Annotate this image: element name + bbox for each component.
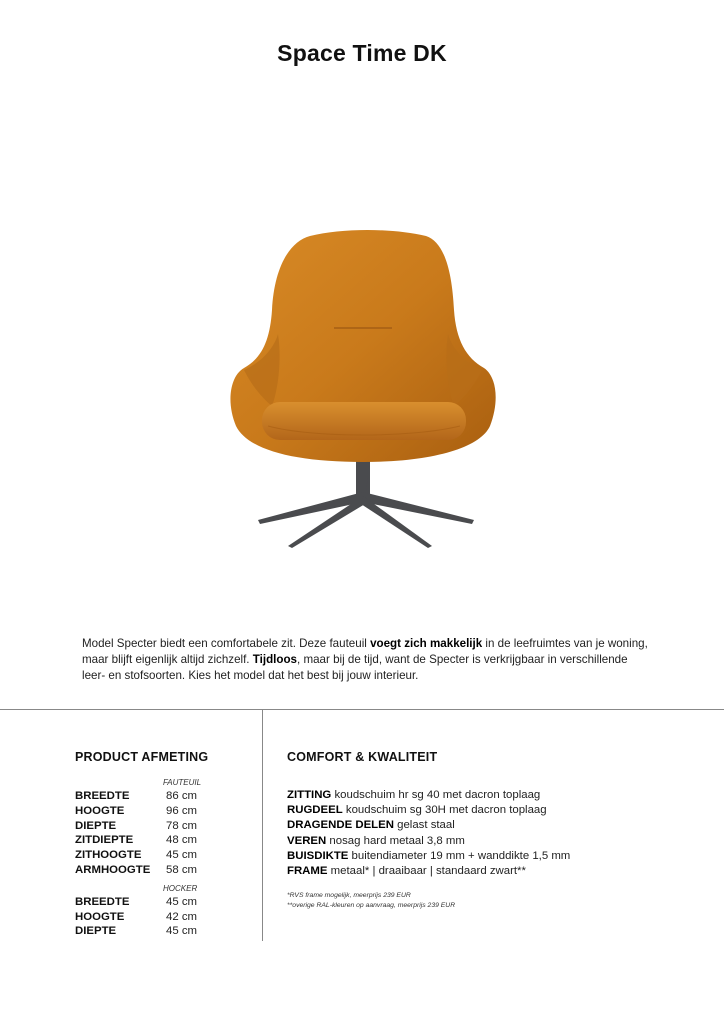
dimension-row: BREEDTE 86 cm (75, 790, 198, 802)
dimension-row: ZITDIEPTE 48 cm (75, 834, 198, 847)
comfort-item: RUGDEEL koudschuim sg 30H met dacron toplaag (287, 804, 547, 817)
hocker-label: HOCKER (163, 883, 198, 893)
fauteuil-label: FAUTEUIL (163, 778, 202, 787)
section-divider (0, 709, 724, 710)
footnotes (287, 891, 455, 911)
comfort-heading: COMFORT & KWALITEIT (287, 750, 438, 764)
dimension-row: DIEPTE 78 cm (75, 819, 198, 832)
dimension-row: DIEPTE 45 cm (75, 925, 198, 938)
comfort-item: ZITTING koudschuim hr sg 40 met dacron toplaag (287, 789, 541, 801)
chair-base (258, 458, 474, 548)
dimension-row: ZITHOOGTE 45 cm (75, 849, 198, 862)
chair-seat (262, 402, 466, 440)
comfort-list (287, 788, 707, 879)
comfort-item: VEREN nosag hard metaal 3,8 mm (287, 834, 465, 847)
dimensions-table (75, 776, 255, 939)
comfort-item: DRAGENDE DELEN gelast staal (287, 819, 455, 832)
dimensions-heading: PRODUCT AFMETING (75, 750, 209, 764)
dimension-row: HOOGTE 96 cm (75, 804, 198, 817)
comfort-item: BUISDIKTE buitendiameter 19 mm + wanddikte 1,5 mm (287, 849, 571, 862)
footnote: **overige RAL-kleuren op aanvraag, meerprijs 239 EUR (287, 902, 456, 909)
footnote: *RVS frame mogelijk, meerprijs 239 EUR (287, 892, 411, 899)
page-title: Space Time DK (277, 40, 447, 66)
dimension-row: BREEDTE 45 cm (75, 895, 198, 908)
comfort-item: FRAME metaal* | draaibaar | standaard zwart** (287, 864, 526, 877)
intro-text: Model Specter biedt een comfortabele zit. Deze fauteuil voegt zich makkelijk in de leefruimtes van je woning, maar blijft eigenlijk altijd zichzelf. Tijdloos, maar bij de tijd, want de Specter is verkrijgbaar in verschillende leer- en stofsoorten. Kies het model dat het best bij jouw interieur. (82, 637, 648, 682)
product-image (222, 230, 504, 554)
dimension-row: ARMHOOGTE 58 cm (75, 863, 198, 876)
dimension-row: HOOGTE 42 cm (75, 910, 198, 923)
column-divider (262, 709, 263, 941)
